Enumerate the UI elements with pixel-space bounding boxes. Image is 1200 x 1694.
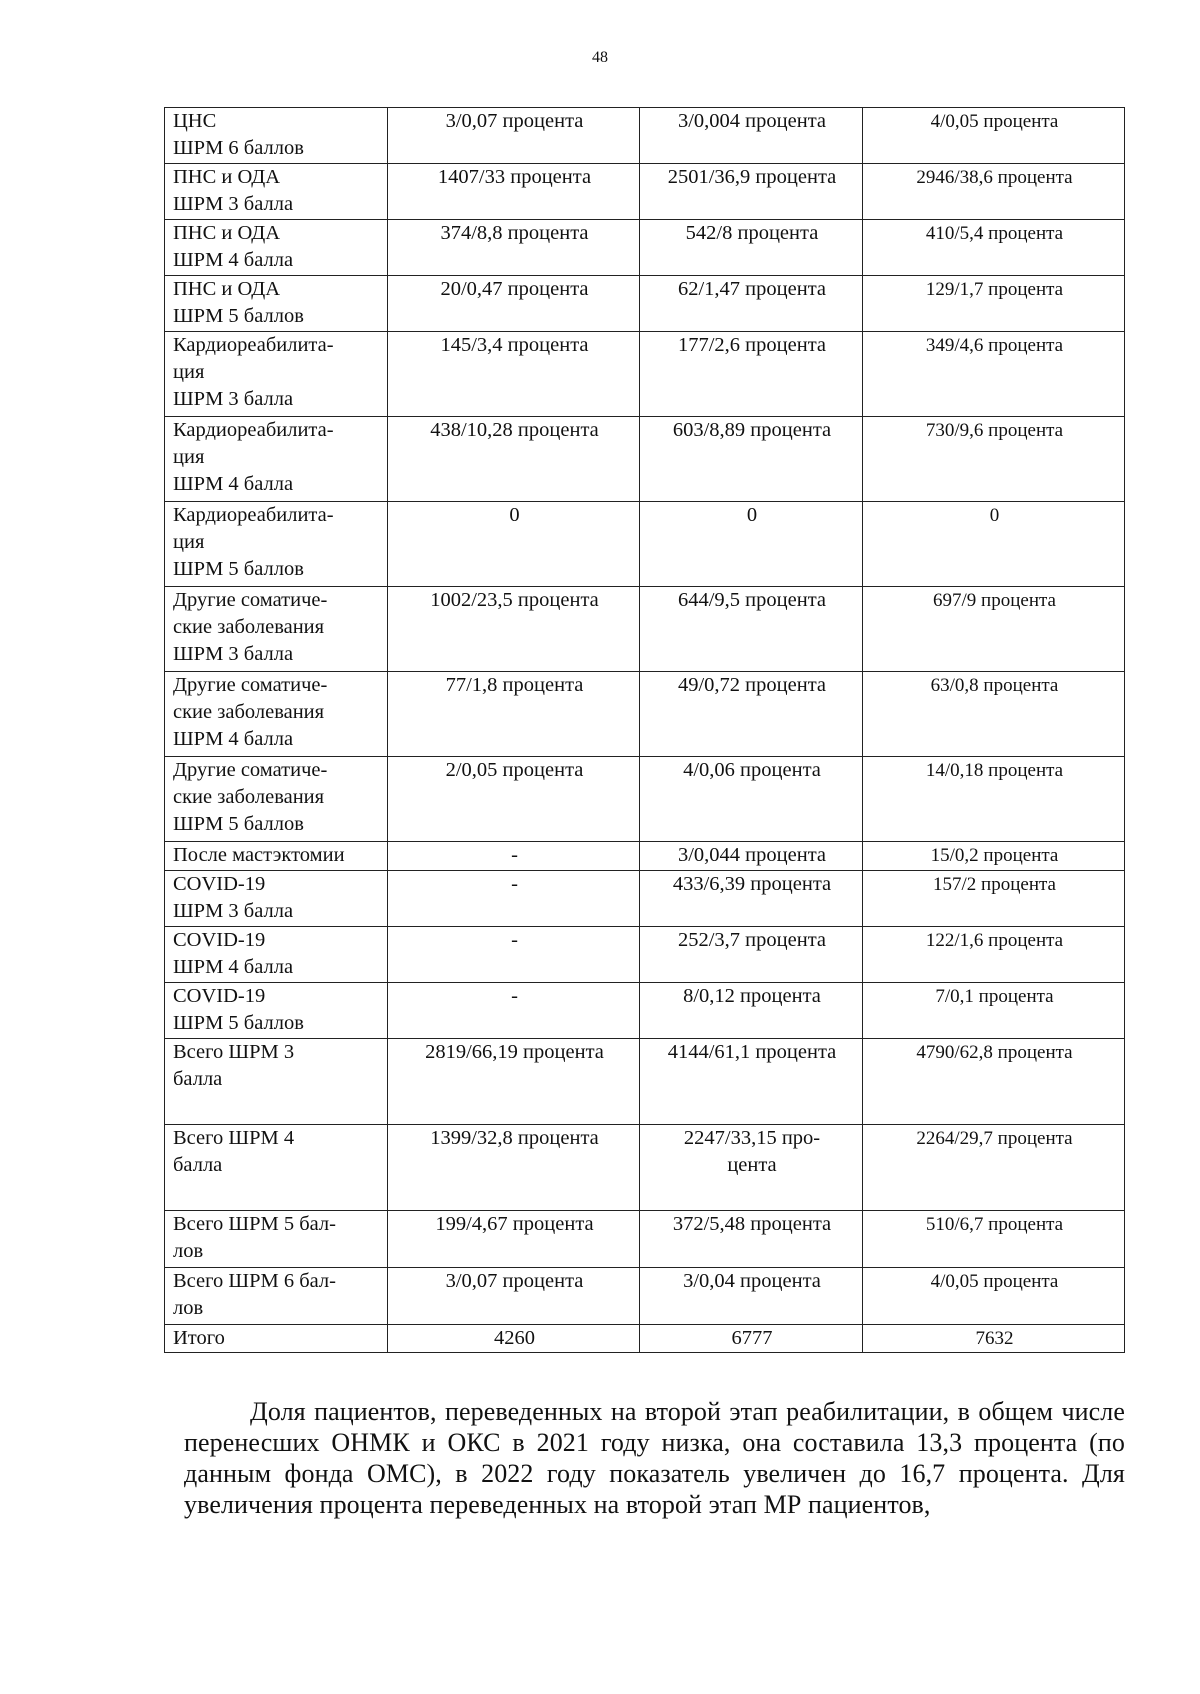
value-cell: - [388,871,640,927]
row-label: Итого [165,1325,388,1353]
table-row [165,842,1125,871]
value-cell: 4/0,05 процента [863,108,1125,164]
value-cell: 372/5,48 процента [640,1211,863,1268]
table-row [165,871,1125,927]
value-cell: 0 [388,502,640,587]
row-label: Другие соматиче- ские заболевания ШРМ 3 балла [165,587,388,672]
row-label: COVID-19 ШРМ 4 балла [165,927,388,983]
value-cell: 62/1,47 процента [640,276,863,332]
value-cell: 20/0,47 процента [388,276,640,332]
value-cell: 1407/33 процента [388,164,640,220]
page-number: 48 [592,49,608,66]
row-label: COVID-19 ШРМ 3 балла [165,871,388,927]
value-cell: 4/0,06 процента [640,757,863,842]
value-cell: 129/1,7 процента [863,276,1125,332]
value-cell: 1002/23,5 процента [388,587,640,672]
table-row [165,1125,1125,1211]
paragraph: Доля пациентов, переведенных на второй этап реабилитации, в общем числе перенесших ОНМК и ОКС в 2021 году низка, она составила 13,3 процента (по данным фонда ОМС), в 2022 году показатель увеличен до 16,7 процента. Для увеличения процента переведенных на второй этап МР пациентов, [184,1397,1125,1519]
value-cell: 2247/33,15 про- цента [640,1125,863,1211]
value-cell: 644/9,5 процента [640,587,863,672]
value-cell: 14/0,18 процента [863,757,1125,842]
value-cell: 7/0,1 процента [863,983,1125,1039]
value-cell: 49/0,72 процента [640,672,863,757]
value-cell: 542/8 процента [640,220,863,276]
table-row [165,502,1125,587]
table-row [165,220,1125,276]
table-row [165,417,1125,502]
value-cell: 2819/66,19 процента [388,1039,640,1125]
value-cell: 4144/61,1 процента [640,1039,863,1125]
value-cell: 410/5,4 процента [863,220,1125,276]
value-cell: 3/0,044 процента [640,842,863,871]
value-cell: 63/0,8 процента [863,672,1125,757]
table-row [165,757,1125,842]
row-label: Всего ШРМ 3 балла [165,1039,388,1125]
row-label: ПНС и ОДА ШРМ 5 баллов [165,276,388,332]
row-label: COVID-19 ШРМ 5 баллов [165,983,388,1039]
value-cell: 433/6,39 процента [640,871,863,927]
value-cell: 3/0,04 процента [640,1268,863,1325]
table-row [165,587,1125,672]
value-cell: - [388,927,640,983]
table-row [165,164,1125,220]
row-label: Кардиореабилита- ция ШРМ 3 балла [165,332,388,417]
value-cell: 3/0,07 процента [388,108,640,164]
value-cell: 7632 [863,1325,1125,1353]
value-cell: 2264/29,7 процента [863,1125,1125,1211]
row-label: Кардиореабилита- ция ШРМ 5 баллов [165,502,388,587]
value-cell: 199/4,67 процента [388,1211,640,1268]
row-label: ЦНС ШРМ 6 баллов [165,108,388,164]
value-cell: 349/4,6 процента [863,332,1125,417]
value-cell: 603/8,89 процента [640,417,863,502]
value-cell: 4790/62,8 процента [863,1039,1125,1125]
value-cell: 2501/36,9 процента [640,164,863,220]
row-label: После мастэктомии [165,842,388,871]
value-cell: 2/0,05 процента [388,757,640,842]
table-row [165,983,1125,1039]
value-cell: - [388,842,640,871]
value-cell: - [388,983,640,1039]
value-cell: 4/0,05 процента [863,1268,1125,1325]
table-row [165,672,1125,757]
table-row [165,332,1125,417]
value-cell: 2946/38,6 процента [863,164,1125,220]
table-row [165,1268,1125,1325]
value-cell: 6777 [640,1325,863,1353]
row-label: ПНС и ОДА ШРМ 3 балла [165,164,388,220]
value-cell: 252/3,7 процента [640,927,863,983]
table-row [165,1039,1125,1125]
table-row [165,276,1125,332]
value-cell: 697/9 процента [863,587,1125,672]
value-cell: 15/0,2 процента [863,842,1125,871]
row-label: Всего ШРМ 5 бал- лов [165,1211,388,1268]
value-cell: 77/1,8 процента [388,672,640,757]
value-cell: 8/0,12 процента [640,983,863,1039]
rehabilitation-statistics-table [164,107,1125,1353]
value-cell: 3/0,07 процента [388,1268,640,1325]
value-cell: 3/0,004 процента [640,108,863,164]
value-cell: 177/2,6 процента [640,332,863,417]
value-cell: 438/10,28 процента [388,417,640,502]
table-row [165,1325,1125,1353]
value-cell: 157/2 процента [863,871,1125,927]
value-cell: 0 [640,502,863,587]
table-row [165,1211,1125,1268]
value-cell: 510/6,7 процента [863,1211,1125,1268]
row-label: Всего ШРМ 4 балла [165,1125,388,1211]
value-cell: 4260 [388,1325,640,1353]
row-label: Кардиореабилита- ция ШРМ 4 балла [165,417,388,502]
row-label: Всего ШРМ 6 бал- лов [165,1268,388,1325]
table-row [165,108,1125,164]
body-text [184,1396,1125,1520]
value-cell: 0 [863,502,1125,587]
value-cell: 730/9,6 процента [863,417,1125,502]
table-row [165,927,1125,983]
value-cell: 374/8,8 процента [388,220,640,276]
row-label: Другие соматиче- ские заболевания ШРМ 5 баллов [165,757,388,842]
row-label: Другие соматиче- ские заболевания ШРМ 4 балла [165,672,388,757]
value-cell: 122/1,6 процента [863,927,1125,983]
value-cell: 1399/32,8 процента [388,1125,640,1211]
value-cell: 145/3,4 процента [388,332,640,417]
row-label: ПНС и ОДА ШРМ 4 балла [165,220,388,276]
